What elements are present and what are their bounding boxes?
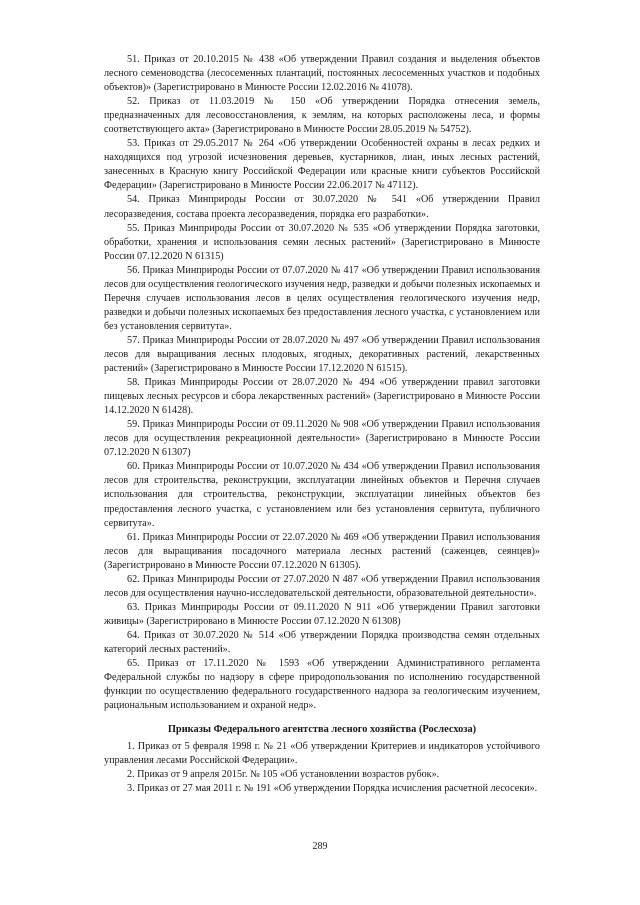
page-body [104,53,540,796]
section-heading: Приказы Федерального агентства лесного хозяйства (Рослесхоза) [167,724,477,736]
list-item: 58. Приказ Минприроды России от 28.07.2020 № 494 «Об утверждении правил заготовки пищевых лесных ресурсов и сбора лекарственных растений» (Зарегистрировано в Минюсте России 14.12.2020 N 61428). [104,377,540,417]
list-item: 59. Приказ Минприроды России от 09.11.2020 № 908 «Об утверждении Правил использования лесов для осуществления рекреационной деятельности» (Зарегистрировано в Минюсте России 07.12.2020 N 61307) [104,419,540,459]
list-item: 56. Приказ Минприроды России от 07.07.2020 № 417 «Об утверждении Правил использования лесов для осуществления геологического изучения недр, разведки и добычи полезных ископаемых и Перечня случаев использования лесов в целях осуществления геологического изучения недр, разведки и добычи полезных ископаемых без предоставления лесного участка, с установлением или без установления сервитута». [104,264,540,332]
list-item: 54. Приказ Минприроды России от 30.07.2020 № 541 «Об утверждении Правил лесоразведения, состава проекта лесоразведения, порядка его разработки». [104,194,540,220]
list-item: 3. Приказ от 27 мая 2011 г. № 191 «Об утверждении Порядка исчисления расчетной лесосеки». [127,783,538,795]
list-item: 57. Приказ Минприроды России от 28.07.2020 № 497 «Об утверждении Правил использования лесов для выращивания лесных плодовых, ягодных, декоративных растений, лекарственных растений» (Зарегистрировано в Минюсте России 17.12.2020 N 61515). [104,334,540,375]
list-item: 1. Приказ от 5 февраля 1998 г. № 21 «Об утверждении Критериев и индикаторов устойчивого управления лесами Российской Федерации». [104,741,540,767]
list-item: 51. Приказ от 20.10.2015 № 438 «Об утверждении Правил создания и выделения объектов лесного семеноводства (лесосеменных плантаций, постоянных лесосеменных участков и подобных объектов)» (Зарегистрировано в Минюсте России 12.02.2016 № 41078). [104,54,540,94]
list-item: 61. Приказ Минприроды России от 22.07.2020 № 469 «Об утверждении Правил использования лесов для выращивания посадочного материала лесных растений (саженцев, сеянцев)» (Зарегистрировано в Минюсте России 07.12.2020 N 61305). [104,531,540,571]
list-item: 65. Приказ от 17.11.2020 № 1593 «Об утверждении Административного регламента Федеральной службы по надзору в сфере природопользования по исполнению государственной функции по осуществлению федерального государственного надзора за геологическим изучением, рациональным использованием и охраной недр». [104,658,540,712]
list-item: 55. Приказ Минприроды России от 30.07.2020 № 535 «Об утверждении Порядка заготовки, обработки, хранения и использования семян лесных растений» (Зарегистрировано в Минюсте России 07.12.2020 N 61315) [104,222,540,262]
list-item: 52. Приказ от 11.03.2019 № 150 «Об утверждении Порядка отнесения земель, предназначенных для лесовосстановления, к землям, на которых расположены леса, и формы соответствующего акта» (Зарегистрировано в Минюсте России 28.05.2019 № 54752). [104,96,540,136]
list-item: 64. Приказ от 30.07.2020 № 514 «Об утверждении Порядка производства семян отдельных категорий лесных растений». [104,629,540,655]
orders-list-rosleskhoz [104,740,540,796]
list-item: 53. Приказ от 29.05.2017 № 264 «Об утверждении Особенностей охраны в лесах редких и находящихся под угрозой исчезновения деревьев, кустарников, лиан, иных лесных растений, занесенных в Красную книгу Российской Федерации или красные книги субъектов Российской Федерации» (Зарегистрировано в Минюсте России 22.06.2017 № 47112). [104,138,540,192]
orders-list-ministry [104,53,540,713]
list-item: 63. Приказ Минприроды России от 09.11.2020 N 911 «Об утверждении Правил заготовки живицы» (Зарегистрировано в Минюсте России 07.12.2020 N 61308) [104,601,540,627]
page-number: 289 [312,841,328,852]
list-item: 62. Приказ Минприроды России от 27.07.2020 N 487 «Об утверждении Правил использования лесов для осуществления научно-исследовательской деятельности, образовательной деятельности». [104,573,540,599]
list-item: 2. Приказ от 9 апреля 2015г. № 105 «Об установлении возрастов рубок». [127,769,440,781]
list-item: 60. Приказ Минприроды России от 10.07.2020 № 434 «Об утверждении Правил использования лесов для строительства, реконструкции, эксплуатации линейных объектов и Перечня случаев использования для строительства, реконструкции, эксплуатации линейных объектов без предоставления лесного участка, с установлением или без установления сервитута, публичного сервитута». [104,461,540,529]
